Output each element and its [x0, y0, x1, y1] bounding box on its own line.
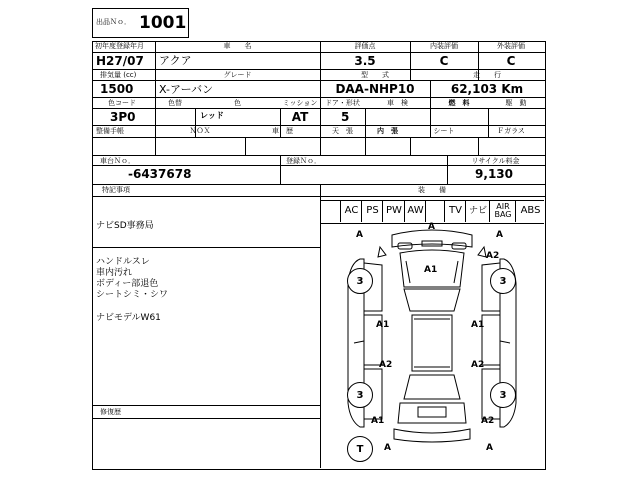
car-name-label: 車 名: [223, 42, 252, 50]
color-code-value: 3P0: [110, 110, 136, 124]
grade-front-right: A: [496, 230, 503, 240]
equip-aw: AW: [404, 200, 426, 222]
model-label: 型 式: [361, 71, 389, 79]
note-line-4: シートシミ・シワ: [96, 290, 169, 300]
inspection-label: 車 検: [387, 99, 408, 107]
fuel-label: 燃 料: [448, 99, 470, 107]
grade-fender-right-top: A2: [486, 251, 500, 261]
equip-tv: TV: [444, 200, 466, 222]
note-navi: ナビSD事務局: [96, 221, 154, 231]
repair-history-label: 修復歴: [100, 408, 121, 416]
note-line-3: ボディー部退色: [96, 279, 159, 289]
note-line-2: 車内汚れ: [96, 268, 133, 278]
lot-number-label: 出品Ｎｏ．: [96, 18, 131, 26]
tire-spare: T: [347, 436, 373, 462]
interior-lining-label: 内 張: [377, 127, 398, 135]
tire-rear-right: 3: [490, 382, 516, 408]
color-value: レッド: [200, 111, 224, 120]
grade-hood: A1: [424, 265, 438, 275]
grade-bottom-left: A: [384, 443, 391, 453]
tire-front-right: 3: [490, 268, 516, 294]
note-nav-model: ナビモデルW61: [96, 313, 161, 323]
service-book-label: 整備手帳: [96, 127, 124, 135]
drive-label: 駆 動: [505, 99, 527, 107]
tire-front-left: 3: [347, 268, 373, 294]
color-change-label: 色替: [168, 99, 182, 107]
model-value: DAA-NHP10: [335, 82, 415, 96]
equip-ac: AC: [340, 200, 362, 222]
grade-door-right-front: A1: [471, 320, 485, 330]
exterior-grade-label: 外装評価: [497, 42, 525, 50]
car-history-label: 車 歴: [272, 127, 293, 135]
score-label: 評価点: [354, 42, 376, 50]
grade-value: X-アーバン: [159, 83, 214, 96]
grade-bottom-right: A: [486, 443, 493, 453]
equip-blank: [425, 200, 445, 222]
note-line-1: ハンドルスレ: [96, 257, 150, 267]
transmission-value: AT: [291, 110, 309, 124]
equip-navi: ナビ: [465, 200, 490, 222]
equipment-label: 装 備: [418, 186, 446, 194]
chassis-number-value: -6437678: [128, 167, 192, 181]
equip-airbag: AIR BAG: [489, 200, 516, 222]
car-damage-diagram: [320, 223, 544, 468]
grade-rear-left: A1: [371, 416, 385, 426]
lot-number-box: [92, 8, 189, 38]
grade-label: グレード: [223, 71, 252, 79]
equip-abs: ABS: [515, 200, 545, 222]
car-name-value: アクア: [159, 54, 192, 67]
notes-label: 特記事項: [102, 186, 130, 194]
displacement-value: 1500: [100, 82, 134, 96]
grade-door-left-rear: A2: [379, 360, 393, 370]
transmission-label: ミッション: [282, 99, 318, 107]
grade-rear-right: A2: [481, 416, 495, 426]
color-label: 色: [234, 99, 241, 107]
chassis-number-label: 車台Ｎｏ．: [100, 157, 135, 165]
interior-grade-value: C: [439, 54, 449, 68]
nox-label: ＮＯＸ: [189, 127, 211, 135]
color-code-label: 色コード: [108, 99, 136, 107]
grade-front-left: A: [356, 230, 363, 240]
interior-grade-label: 内装評価: [430, 42, 458, 50]
lot-number-value: 1001: [139, 13, 187, 33]
registration-number-label: 登録Ｎｏ．: [286, 157, 321, 165]
windshield-label: Ｆガラス: [497, 127, 525, 135]
mileage-label: 走 行: [473, 71, 501, 79]
doors-label: ドア・形状: [325, 99, 360, 107]
grade-door-right-rear: A2: [471, 360, 485, 370]
doors-value: 5: [341, 110, 350, 124]
equip-pw: PW: [382, 200, 405, 222]
mileage-value: 62,103 Km: [450, 82, 524, 96]
displacement-label: 排気量 (cc): [100, 71, 137, 79]
first-registration-value: H27/07: [96, 54, 144, 68]
roof-lining-label: 天 張: [332, 127, 353, 135]
first-registration-label: 初年度登録年月: [95, 42, 144, 50]
recycle-fee-value: 9,130: [475, 167, 513, 181]
score-value: 3.5: [354, 54, 376, 68]
equip-ps: PS: [361, 200, 383, 222]
recycle-fee-label: リサイクル料金: [471, 157, 520, 165]
grade-front-center: A: [428, 222, 435, 232]
grade-door-left-front: A1: [376, 320, 390, 330]
seat-label: シート: [433, 127, 455, 135]
exterior-grade-value: C: [506, 54, 516, 68]
tire-rear-left: 3: [347, 382, 373, 408]
